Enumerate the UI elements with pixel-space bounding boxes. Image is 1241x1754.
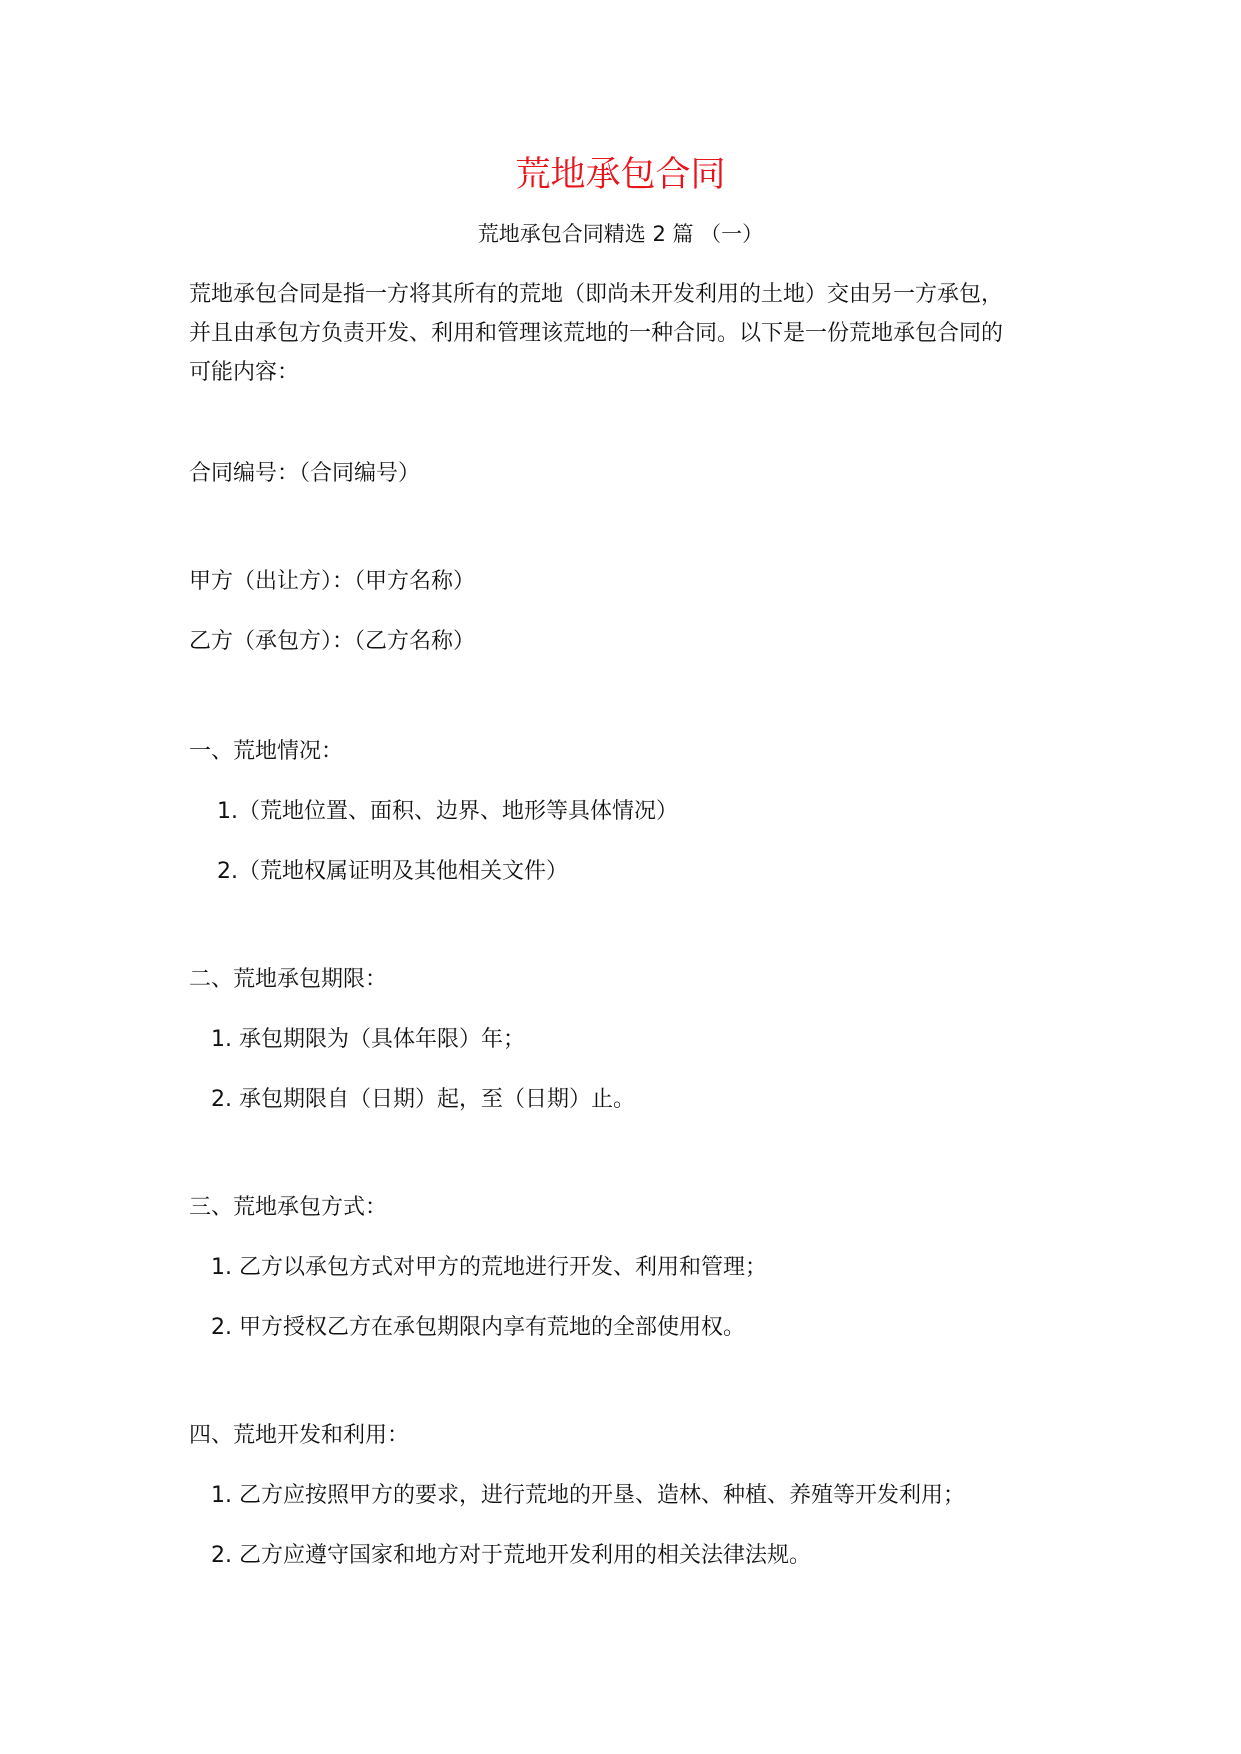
section-item: 2. 甲方授权乙方在承包期限内享有荒地的全部使用权。 [211, 1315, 745, 1340]
section-heading: 一、荒地情况： [189, 739, 344, 764]
section-item: 1. 承包期限为（具体年限）年； [211, 1027, 525, 1052]
section-item: 2.（荒地权属证明及其他相关文件） [217, 859, 568, 884]
document-title: 荒地承包合同 [515, 155, 726, 195]
section-item: 1.（荒地位置、面积、边界、地形等具体情况） [217, 799, 678, 824]
contract-number: 合同编号：（合同编号） [189, 461, 421, 486]
intro-line: 并且由承包方负责开发、利用和管理该荒地的一种合同。以下是一份荒地承包合同的 [189, 321, 1004, 346]
intro-paragraph [189, 275, 1069, 392]
party-b: 乙方（承包方）：（乙方名称） [189, 629, 476, 654]
intro-line: 可能内容： [189, 360, 300, 385]
document-subtitle: 荒地承包合同精选 2 篇 （一） [477, 222, 764, 246]
party-a: 甲方（出让方）：（甲方名称） [189, 569, 476, 594]
section-heading: 四、荒地开发和利用： [189, 1423, 410, 1448]
section-item: 2. 乙方应遵守国家和地方对于荒地开发利用的相关法律法规。 [211, 1543, 811, 1568]
section-heading: 二、荒地承包期限： [189, 967, 388, 992]
section-item: 1. 乙方以承包方式对甲方的荒地进行开发、利用和管理； [211, 1255, 767, 1280]
intro-line: 荒地承包合同是指一方将其所有的荒地（即尚未开发利用的土地）交由另一方承包， [189, 282, 1004, 307]
section-item: 2. 承包期限自（日期）起，至（日期）止。 [211, 1087, 635, 1112]
section-heading: 三、荒地承包方式： [189, 1195, 388, 1220]
section-item: 1. 乙方应按照甲方的要求，进行荒地的开垦、造林、种植、养殖等开发利用； [211, 1483, 965, 1508]
